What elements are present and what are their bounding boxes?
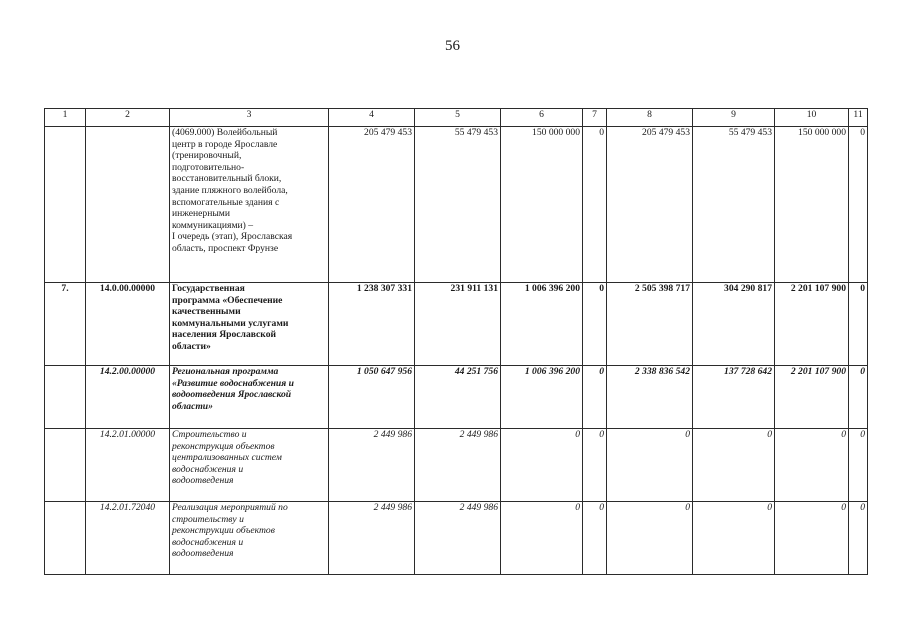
amount-cell: 150 000 000 <box>775 127 849 283</box>
table-row <box>45 127 868 283</box>
column-number: 4 <box>329 109 415 127</box>
amount-cell: 0 <box>583 283 607 366</box>
item-name <box>170 429 329 502</box>
amount-cell: 1 238 307 331 <box>329 283 415 366</box>
item-name-line: Государственная <box>172 283 245 294</box>
item-name-line: области» <box>172 340 211 352</box>
table-row <box>45 502 868 575</box>
budget-table <box>44 108 868 575</box>
item-name-line: центр в городе Ярославле <box>172 138 278 150</box>
row-number <box>45 502 86 575</box>
amount-cell: 0 <box>849 429 868 502</box>
item-name-line: централизованных систем <box>172 452 282 464</box>
item-name <box>170 127 329 283</box>
item-name-line: «Развитие водоснабжения и <box>172 377 294 389</box>
budget-code: 14.0.00.00000 <box>86 283 170 366</box>
amount-cell: 0 <box>607 502 693 575</box>
item-name-line: водоотведения <box>172 548 234 560</box>
item-name-line: водоотведения <box>172 475 234 487</box>
budget-code: 14.2.00.00000 <box>86 366 170 429</box>
amount-cell: 2 449 986 <box>415 429 501 502</box>
row-number <box>45 127 86 283</box>
amount-cell: 0 <box>775 429 849 502</box>
amount-cell: 0 <box>501 502 583 575</box>
item-name-line: водоснабжения и <box>172 463 244 475</box>
amount-cell: 55 479 453 <box>693 127 775 283</box>
item-name-line: Региональная программа <box>172 366 279 377</box>
column-number: 8 <box>607 109 693 127</box>
amount-cell: 0 <box>849 502 868 575</box>
item-name-line: строительству и <box>172 513 244 525</box>
row-number: 7. <box>45 283 86 366</box>
amount-cell: 0 <box>583 502 607 575</box>
amount-cell: 1 006 396 200 <box>501 366 583 429</box>
amount-cell: 0 <box>501 429 583 502</box>
item-name-line: (тренировочный, <box>172 150 242 162</box>
item-name-line: восстановительный блоки, <box>172 173 282 185</box>
column-number: 6 <box>501 109 583 127</box>
amount-cell: 0 <box>583 429 607 502</box>
item-name-line: водоснабжения и <box>172 536 244 548</box>
item-name <box>170 283 329 366</box>
amount-cell: 2 201 107 900 <box>775 366 849 429</box>
amount-cell: 2 449 986 <box>329 502 415 575</box>
amount-cell: 0 <box>693 502 775 575</box>
item-name-line: реконструкция объектов <box>172 440 275 452</box>
column-number: 11 <box>849 109 868 127</box>
item-name-line: коммуникациями) – <box>172 219 254 231</box>
amount-cell: 0 <box>849 366 868 429</box>
item-name-line: область, проспект Фрунзе <box>172 242 279 254</box>
item-name-line: населения Ярославской <box>172 329 277 341</box>
amount-cell: 150 000 000 <box>501 127 583 283</box>
item-name-line: водоотведения Ярославской <box>172 389 292 401</box>
item-name <box>170 502 329 575</box>
table-row <box>45 366 868 429</box>
amount-cell: 2 505 398 717 <box>607 283 693 366</box>
column-number: 2 <box>86 109 170 127</box>
budget-code: 14.2.01.00000 <box>86 429 170 502</box>
amount-cell: 137 728 642 <box>693 366 775 429</box>
column-number: 9 <box>693 109 775 127</box>
page-number: 56 <box>445 38 460 54</box>
amount-cell: 0 <box>849 127 868 283</box>
amount-cell: 0 <box>775 502 849 575</box>
item-name-line: Реализация мероприятий по <box>172 502 288 513</box>
amount-cell: 2 449 986 <box>415 502 501 575</box>
amount-cell: 2 201 107 900 <box>775 283 849 366</box>
amount-cell: 2 449 986 <box>329 429 415 502</box>
budget-code <box>86 127 170 283</box>
column-number: 10 <box>775 109 849 127</box>
amount-cell: 0 <box>583 127 607 283</box>
column-number: 1 <box>45 109 86 127</box>
amount-cell: 205 479 453 <box>329 127 415 283</box>
amount-cell: 0 <box>607 429 693 502</box>
amount-cell: 304 290 817 <box>693 283 775 366</box>
amount-cell: 44 251 756 <box>415 366 501 429</box>
item-name-line: инженерными <box>172 208 231 220</box>
item-name-line: вспомогательные здания с <box>172 196 280 208</box>
item-name-line: реконструкции объектов <box>172 525 275 537</box>
amount-cell: 0 <box>849 283 868 366</box>
budget-code: 14.2.01.72040 <box>86 502 170 575</box>
item-name-line: Строительство и <box>172 429 247 440</box>
row-number <box>45 429 86 502</box>
item-name-line: подготовительно- <box>172 161 245 173</box>
column-number: 7 <box>583 109 607 127</box>
amount-cell: 1 050 647 956 <box>329 366 415 429</box>
item-name-line: (4069.000) Волейбольный <box>172 127 278 138</box>
item-name-line: I очередь (этап), Ярославская <box>172 231 293 243</box>
item-name-line: коммунальными услугами <box>172 317 289 329</box>
column-number: 5 <box>415 109 501 127</box>
table-row <box>45 429 868 502</box>
item-name-line: качественными <box>172 306 241 318</box>
row-number <box>45 366 86 429</box>
column-number-row <box>45 109 868 127</box>
item-name-line: программа «Обеспечение <box>172 294 283 306</box>
item-name-line: области» <box>172 400 213 412</box>
amount-cell: 205 479 453 <box>607 127 693 283</box>
item-name-line: здание пляжного волейбола, <box>172 184 288 196</box>
amount-cell: 0 <box>693 429 775 502</box>
table-row <box>45 283 868 366</box>
column-number: 3 <box>170 109 329 127</box>
amount-cell: 2 338 836 542 <box>607 366 693 429</box>
amount-cell: 0 <box>583 366 607 429</box>
amount-cell: 1 006 396 200 <box>501 283 583 366</box>
item-name <box>170 366 329 429</box>
amount-cell: 55 479 453 <box>415 127 501 283</box>
amount-cell: 231 911 131 <box>415 283 501 366</box>
